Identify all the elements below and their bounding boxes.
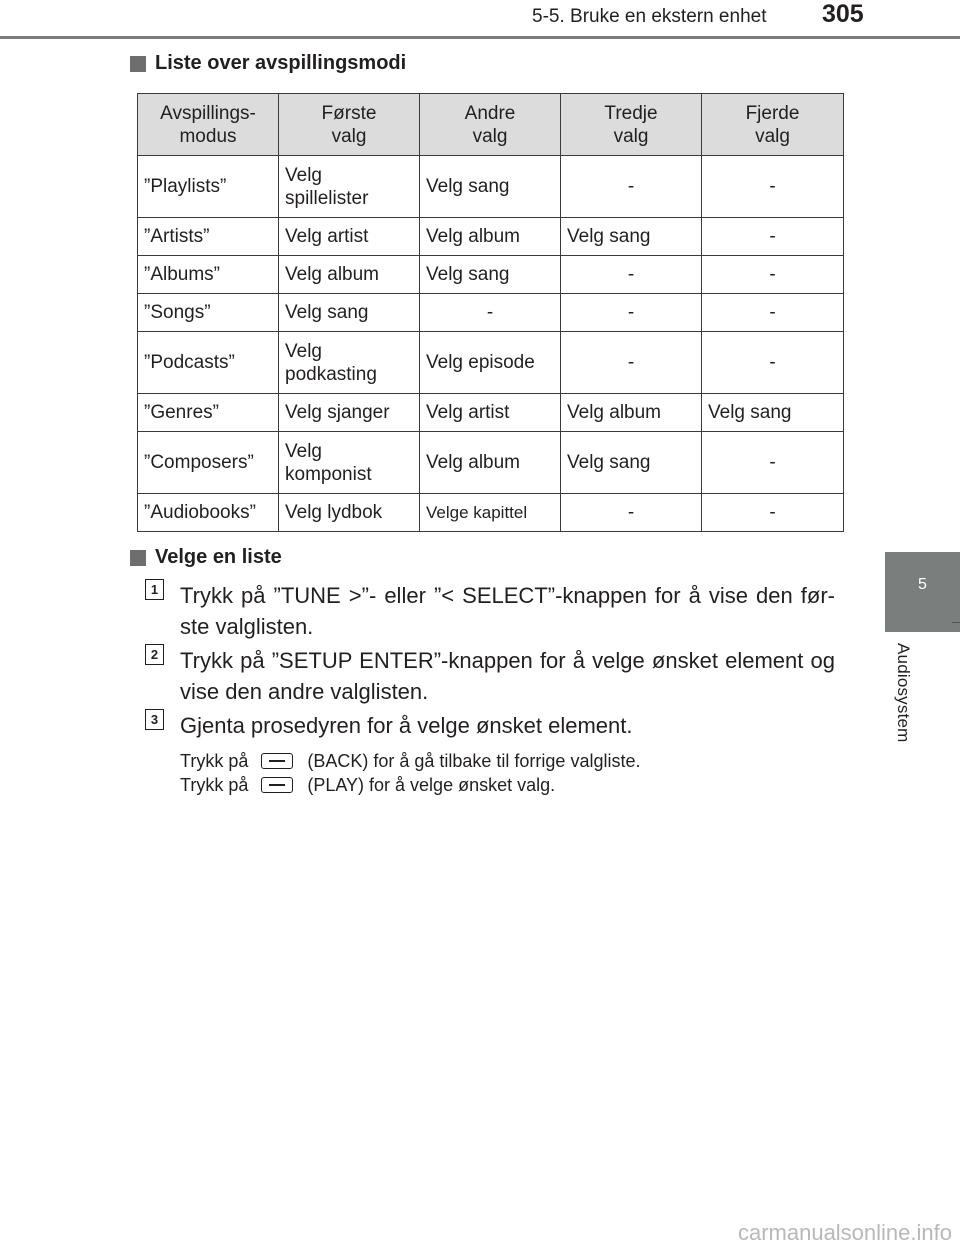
chapter-tab-tick bbox=[952, 622, 960, 623]
running-header: 5-5. Bruke en ekstern enhet bbox=[532, 6, 767, 27]
table-cell: Velg album bbox=[561, 394, 702, 432]
step-text: Trykk på ”TUNE >”- eller ”< SELECT”-knappen for å vise den før-ste valglisten. bbox=[180, 583, 835, 639]
table-cell: - bbox=[702, 156, 844, 218]
step-number: 3 bbox=[145, 709, 164, 730]
table-cell: ”Songs” bbox=[138, 294, 279, 332]
table-row bbox=[138, 218, 844, 256]
step-2 bbox=[145, 645, 835, 707]
table-cell: Velg album bbox=[279, 256, 420, 294]
table-row bbox=[138, 156, 844, 218]
table-cell: ”Podcasts” bbox=[138, 332, 279, 394]
table-cell: Velg komponist bbox=[279, 432, 420, 494]
table-cell: ”Albums” bbox=[138, 256, 279, 294]
table-row bbox=[138, 332, 844, 394]
table-cell: - bbox=[561, 332, 702, 394]
chapter-number: 5 bbox=[918, 576, 927, 593]
column-header: Første valg bbox=[279, 94, 420, 156]
table-cell: Velg sang bbox=[279, 294, 420, 332]
column-header: Andre valg bbox=[420, 94, 561, 156]
table-cell: - bbox=[702, 294, 844, 332]
table-cell: ”Artists” bbox=[138, 218, 279, 256]
step-number: 2 bbox=[145, 644, 164, 665]
table-row bbox=[138, 294, 844, 332]
section-title: Velge en liste bbox=[155, 546, 282, 568]
square-bullet-icon bbox=[130, 56, 146, 72]
table-cell: Velg sang bbox=[702, 394, 844, 432]
back-button-icon bbox=[261, 753, 293, 769]
section-title: Liste over avspillingsmodi bbox=[155, 52, 407, 74]
table-cell: Velge kapittel bbox=[420, 494, 561, 532]
table-row bbox=[138, 494, 844, 532]
table-cell: - bbox=[702, 432, 844, 494]
table-cell: ”Genres” bbox=[138, 394, 279, 432]
square-bullet-icon bbox=[130, 550, 146, 566]
table-cell: - bbox=[702, 494, 844, 532]
table-row bbox=[138, 432, 844, 494]
table-cell: ”Playlists” bbox=[138, 156, 279, 218]
step-text: Gjenta prosedyren for å velge ønsket element. bbox=[180, 713, 633, 738]
table-cell: - bbox=[702, 218, 844, 256]
chapter-title: Audiosystem bbox=[894, 643, 913, 743]
section-heading-modes bbox=[130, 52, 406, 75]
table-cell: Velg sjanger bbox=[279, 394, 420, 432]
note-play: Trykk på (PLAY) for å velge ønsket valg. bbox=[180, 775, 556, 795]
table-cell: Velg album bbox=[420, 432, 561, 494]
table-row bbox=[138, 256, 844, 294]
table-cell: Velg podkasting bbox=[279, 332, 420, 394]
table-cell: - bbox=[561, 294, 702, 332]
step-3 bbox=[145, 710, 835, 741]
table-cell: Velg spillelister bbox=[279, 156, 420, 218]
column-header: Fjerde valg bbox=[702, 94, 844, 156]
table-cell: Velg sang bbox=[420, 156, 561, 218]
table-cell: ”Composers” bbox=[138, 432, 279, 494]
header-rule bbox=[0, 36, 960, 39]
table-cell: Velg lydbok bbox=[279, 494, 420, 532]
table-cell: Velg sang bbox=[561, 432, 702, 494]
step-1 bbox=[145, 580, 835, 642]
table-cell: Velg sang bbox=[420, 256, 561, 294]
table-cell: Velg artist bbox=[279, 218, 420, 256]
column-header: Tredje valg bbox=[561, 94, 702, 156]
chapter-tab bbox=[885, 552, 960, 632]
table-header-row bbox=[138, 94, 844, 156]
note-back: Trykk på (BACK) for å gå tilbake til forrige valgliste. bbox=[180, 751, 641, 771]
step-number: 1 bbox=[145, 579, 164, 600]
table-cell: - bbox=[561, 494, 702, 532]
table-cell: - bbox=[702, 332, 844, 394]
playback-modes-table bbox=[137, 93, 844, 532]
table-cell: - bbox=[561, 156, 702, 218]
watermark: carmanualsonline.info bbox=[737, 1220, 952, 1245]
column-header: Avspillings- modus bbox=[138, 94, 279, 156]
page-number: 305 bbox=[822, 0, 864, 28]
table-cell: ”Audiobooks” bbox=[138, 494, 279, 532]
table-cell: - bbox=[561, 256, 702, 294]
table-row bbox=[138, 394, 844, 432]
table-cell: Velg artist bbox=[420, 394, 561, 432]
play-button-icon bbox=[261, 777, 293, 793]
step-text: Trykk på ”SETUP ENTER”-knappen for å velge ønsket element og vise den andre valglisten. bbox=[180, 648, 835, 704]
table-cell: Velg album bbox=[420, 218, 561, 256]
table-cell: Velg sang bbox=[561, 218, 702, 256]
table-cell: - bbox=[702, 256, 844, 294]
table-cell: Velg episode bbox=[420, 332, 561, 394]
section-heading-select-list bbox=[130, 546, 282, 569]
table-cell: - bbox=[420, 294, 561, 332]
